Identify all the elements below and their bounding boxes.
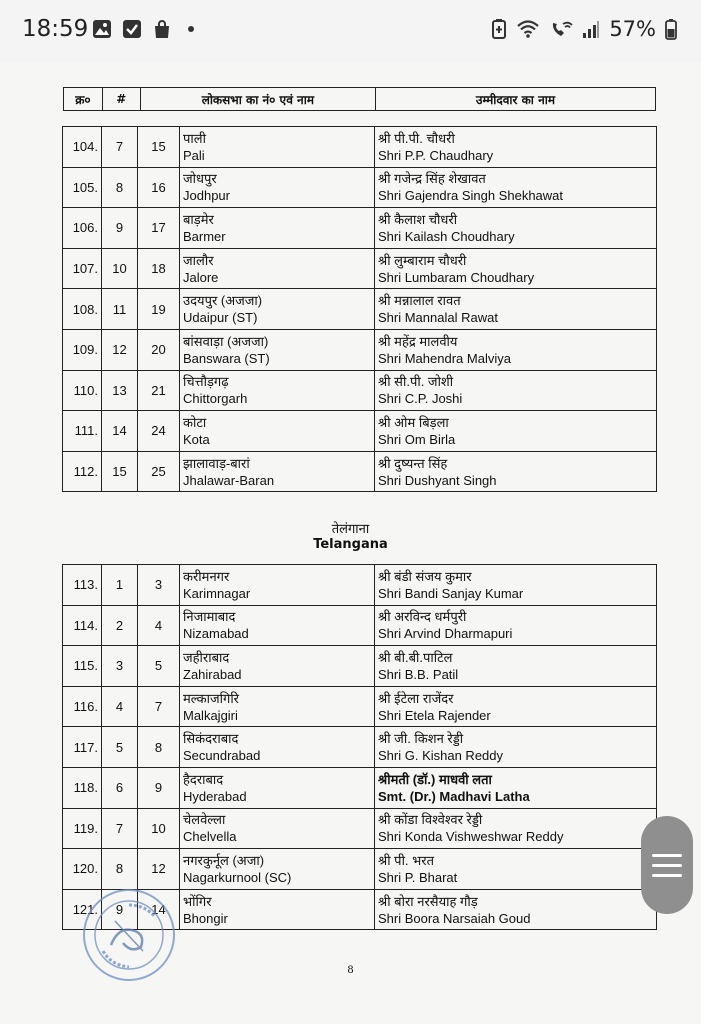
serial-cell: 118. <box>63 767 102 808</box>
table-row <box>63 289 657 330</box>
state-seq-cell: 5 <box>102 727 138 768</box>
candidate-hindi: श्री बंडी संजय कुमार <box>378 568 472 584</box>
constituency-hindi: उदयपुर (अजजा) <box>183 293 263 309</box>
constituency-cell <box>180 329 375 370</box>
table-row <box>63 565 657 606</box>
state-seq-cell: 10 <box>102 248 138 289</box>
state-seq-cell: 12 <box>102 329 138 370</box>
constituency-english: Nizamabad <box>183 626 249 642</box>
candidate-hindi: श्री पी.पी. चौधरी <box>378 130 455 146</box>
constituency-cell <box>180 767 375 808</box>
constituency-cell <box>180 889 375 930</box>
candidate-english: Shri Om Birla <box>378 431 456 447</box>
telangana-heading-hindi: तेलंगाना <box>331 522 370 537</box>
wifi-icon <box>516 19 540 39</box>
state-seq-cell: 14 <box>102 411 138 452</box>
notification-icons <box>92 19 194 39</box>
constituency-english: Hyderabad <box>183 788 247 804</box>
candidate-hindi: श्री ईटेला राजेंदर <box>378 690 454 706</box>
candidate-english: Shri B.B. Patil <box>378 666 459 682</box>
state-seq-cell: 11 <box>102 289 138 330</box>
pc-number-cell: 24 <box>138 411 180 452</box>
constituency-hindi: सिकंदराबाद <box>183 731 239 747</box>
serial-cell: 108. <box>63 289 102 330</box>
scroll-handle-line <box>652 864 682 867</box>
constituency-cell <box>180 451 375 492</box>
candidate-english: Shri Kailash Choudhary <box>378 228 515 244</box>
shopping-bag-icon <box>152 19 172 39</box>
candidate-cell <box>375 208 657 249</box>
candidate-english: Shri Dushyant Singh <box>378 472 497 488</box>
status-time: 18:59 <box>22 16 89 42</box>
pc-number-cell: 15 <box>138 127 180 168</box>
constituency-cell <box>180 370 375 411</box>
constituency-english: Chittorgarh <box>183 391 248 407</box>
table-row <box>63 411 657 452</box>
candidate-english: Shri P.P. Chaudhary <box>378 147 494 163</box>
constituency-english: Malkajgiri <box>183 707 238 723</box>
candidate-english: Shri Mahendra Malviya <box>378 350 511 366</box>
state-seq-cell: 1 <box>102 565 138 606</box>
constituency-cell <box>180 605 375 646</box>
candidate-hindi: श्री बी.बी.पाटिल <box>378 649 453 665</box>
pc-number-cell: 20 <box>138 329 180 370</box>
constituency-cell <box>180 208 375 249</box>
candidate-cell <box>375 127 657 168</box>
constituency-cell <box>180 167 375 208</box>
pc-number-cell: 21 <box>138 370 180 411</box>
state-seq-cell: 9 <box>102 208 138 249</box>
candidate-english: Smt. (Dr.) Madhavi Latha <box>378 788 530 804</box>
constituency-hindi: चित्तौड़गढ़ <box>183 374 229 390</box>
constituency-hindi: पाली <box>183 130 206 146</box>
pc-number-cell: 19 <box>138 289 180 330</box>
candidate-cell <box>375 411 657 452</box>
candidate-hindi: श्री ओम बिड़ला <box>378 414 449 430</box>
state-seq-cell: 4 <box>102 686 138 727</box>
rajasthan-table <box>62 126 657 492</box>
candidate-cell <box>375 686 657 727</box>
constituency-cell <box>180 565 375 606</box>
telangana-heading-english: Telangana <box>313 537 388 552</box>
table-row <box>63 605 657 646</box>
candidate-hindi: श्री जी. किशन रेड्डी <box>378 731 464 747</box>
candidate-english: Shri P. Bharat <box>378 869 458 885</box>
candidate-english: Shri Gajendra Singh Shekhawat <box>378 188 564 204</box>
candidate-hindi: श्रीमती (डॉ.) माधवी लता <box>378 771 492 787</box>
constituency-cell <box>180 727 375 768</box>
candidate-cell <box>375 646 657 687</box>
constituency-cell <box>180 646 375 687</box>
constituency-hindi: बांसवाड़ा (अजजा) <box>183 333 269 349</box>
state-seq-cell: 6 <box>102 767 138 808</box>
table-row <box>63 370 657 411</box>
serial-cell: 111. <box>63 411 102 452</box>
pc-number-cell: 18 <box>138 248 180 289</box>
constituency-hindi: नगरकुर्नूल (अजा) <box>183 852 265 868</box>
constituency-hindi: भोंगिर <box>183 893 212 909</box>
serial-cell: 107. <box>63 248 102 289</box>
pc-number-cell: 8 <box>138 727 180 768</box>
checkbox-icon <box>122 19 142 39</box>
candidate-hindi: श्री गजेन्द्र सिंह शेखावत <box>378 171 486 187</box>
state-seq-cell: 3 <box>102 646 138 687</box>
constituency-hindi: जोधपुर <box>183 171 217 187</box>
constituency-hindi: मल्काजगिरि <box>183 690 240 706</box>
candidate-hindi: श्री लुम्बाराम चौधरी <box>378 252 467 268</box>
candidate-cell <box>375 727 657 768</box>
scroll-handle-line <box>652 874 682 877</box>
table-row <box>63 167 657 208</box>
serial-cell: 117. <box>63 727 102 768</box>
constituency-hindi: हैदराबाद <box>183 771 224 787</box>
candidate-hindi: श्री पी. भरत <box>378 852 435 868</box>
battery-percent: 57% <box>609 17 656 41</box>
candidate-hindi: श्री कोंडा विश्वेश्वर रेड्डी <box>378 812 483 828</box>
status-bar <box>0 0 701 62</box>
page-number: 8 <box>347 962 354 976</box>
state-seq-cell: 7 <box>102 808 138 849</box>
candidate-english: Shri G. Kishan Reddy <box>378 748 504 764</box>
constituency-hindi: जालौर <box>183 252 214 268</box>
candidate-cell <box>375 289 657 330</box>
table-row <box>63 727 657 768</box>
serial-cell: 106. <box>63 208 102 249</box>
constituency-hindi: चेलवेल्ला <box>183 812 226 828</box>
scroll-handle-line <box>652 854 682 857</box>
candidate-english: Shri Arvind Dharmapuri <box>378 626 513 642</box>
table-row <box>63 208 657 249</box>
serial-cell: 109. <box>63 329 102 370</box>
dot-icon <box>188 26 194 32</box>
candidate-cell <box>375 565 657 606</box>
constituency-english: Karimnagar <box>183 585 251 601</box>
constituency-english: Udaipur (ST) <box>183 310 258 326</box>
battery-icon <box>665 18 677 40</box>
pc-number-cell: 12 <box>138 849 180 890</box>
constituency-cell <box>180 411 375 452</box>
table-row <box>63 808 657 849</box>
header-num: # <box>103 88 141 110</box>
candidate-cell <box>375 248 657 289</box>
constituency-english: Jhalawar-Baran <box>183 472 275 488</box>
constituency-cell <box>180 127 375 168</box>
candidate-cell <box>375 849 657 890</box>
constituency-english: Jodhpur <box>183 188 230 204</box>
serial-cell: 104. <box>63 127 102 168</box>
serial-cell: 115. <box>63 646 102 687</box>
serial-cell: 116. <box>63 686 102 727</box>
serial-cell: 105. <box>63 167 102 208</box>
table-row <box>63 248 657 289</box>
constituency-hindi: कोटा <box>183 414 207 430</box>
candidate-hindi: श्री दुष्यन्त सिंह <box>378 455 448 471</box>
candidate-english: Shri Bandi Sanjay Kumar <box>378 585 524 601</box>
pc-number-cell: 17 <box>138 208 180 249</box>
pc-number-cell: 9 <box>138 767 180 808</box>
state-seq-cell: 2 <box>102 605 138 646</box>
pc-number-cell: 14 <box>138 889 180 930</box>
candidate-english: Shri Lumbaram Choudhary <box>378 269 535 285</box>
candidate-english: Shri Mannalal Rawat <box>378 310 498 326</box>
candidate-cell <box>375 167 657 208</box>
system-icons <box>491 17 677 41</box>
state-seq-cell: 8 <box>102 167 138 208</box>
pc-number-cell: 10 <box>138 808 180 849</box>
table-row <box>63 451 657 492</box>
constituency-cell <box>180 686 375 727</box>
constituency-english: Pali <box>183 147 205 163</box>
constituency-hindi: बाड़मेर <box>183 211 214 227</box>
pc-number-cell: 4 <box>138 605 180 646</box>
constituency-hindi: निजामाबाद <box>183 609 236 625</box>
serial-cell: 119. <box>63 808 102 849</box>
candidate-cell <box>375 889 657 930</box>
candidate-english: Shri Konda Vishweshwar Reddy <box>378 829 564 845</box>
table-row <box>63 127 657 168</box>
signal-icon <box>582 19 600 39</box>
constituency-hindi: जहीराबाद <box>183 649 230 665</box>
constituency-cell <box>180 808 375 849</box>
candidate-english: Shri C.P. Joshi <box>378 391 463 407</box>
constituency-english: Zahirabad <box>183 666 242 682</box>
constituency-cell <box>180 289 375 330</box>
table-row <box>63 646 657 687</box>
candidate-cell <box>375 605 657 646</box>
table-row <box>63 767 657 808</box>
candidate-hindi: श्री कैलाश चौधरी <box>378 211 458 227</box>
candidate-english: Shri Boora Narsaiah Goud <box>378 910 531 926</box>
state-seq-cell: 13 <box>102 370 138 411</box>
candidate-hindi: श्री महेंद्र मालवीय <box>378 333 458 349</box>
serial-cell: 121. <box>63 889 102 930</box>
table-header <box>63 87 656 111</box>
state-seq-cell: 15 <box>102 451 138 492</box>
candidate-cell <box>375 370 657 411</box>
telangana-table <box>62 564 657 930</box>
gallery-icon <box>92 19 112 39</box>
table-row <box>63 849 657 890</box>
constituency-english: Kota <box>183 431 210 447</box>
header-serial: क्र० <box>64 88 103 110</box>
candidate-hindi: श्री अरविन्द धर्मपुरी <box>378 609 467 625</box>
state-seq-cell: 7 <box>102 127 138 168</box>
header-candidate: उम्मीदवार का नाम <box>475 92 556 107</box>
battery-saver-icon <box>491 18 507 40</box>
constituency-english: Bhongir <box>183 910 228 926</box>
constituency-cell <box>180 849 375 890</box>
serial-cell: 112. <box>63 451 102 492</box>
candidate-english: Shri Etela Rajender <box>378 707 491 723</box>
header-constituency: लोकसभा का नं० एवं नाम <box>141 88 376 110</box>
serial-cell: 120. <box>63 849 102 890</box>
pc-number-cell: 3 <box>138 565 180 606</box>
serial-cell: 110. <box>63 370 102 411</box>
constituency-english: Jalore <box>183 269 219 285</box>
constituency-cell <box>180 248 375 289</box>
candidate-hindi: श्री बोरा नरसैयाह गौड़ <box>378 893 478 909</box>
serial-cell: 113. <box>63 565 102 606</box>
wifi-call-icon <box>549 19 573 39</box>
constituency-english: Secundrabad <box>183 748 261 764</box>
pc-number-cell: 7 <box>138 686 180 727</box>
table-row <box>63 686 657 727</box>
pc-number-cell: 5 <box>138 646 180 687</box>
candidate-cell <box>375 767 657 808</box>
scroll-handle-icon[interactable] <box>641 816 693 914</box>
table-row <box>63 329 657 370</box>
candidate-cell <box>375 808 657 849</box>
state-seq-cell: 9 <box>102 889 138 930</box>
constituency-english: Barmer <box>183 228 226 244</box>
constituency-hindi: करीमनगर <box>183 568 230 584</box>
state-seq-cell: 8 <box>102 849 138 890</box>
constituency-english: Chelvella <box>183 829 237 845</box>
constituency-english: Nagarkurnool (SC) <box>183 869 292 885</box>
candidate-hindi: श्री सी.पी. जोशी <box>378 374 454 390</box>
pc-number-cell: 25 <box>138 451 180 492</box>
constituency-hindi: झालावाड़-बारां <box>183 455 250 471</box>
pc-number-cell: 16 <box>138 167 180 208</box>
serial-cell: 114. <box>63 605 102 646</box>
candidate-hindi: श्री मन्नालाल रावत <box>378 293 461 309</box>
candidate-cell <box>375 329 657 370</box>
constituency-english: Banswara (ST) <box>183 350 270 366</box>
candidate-cell <box>375 451 657 492</box>
